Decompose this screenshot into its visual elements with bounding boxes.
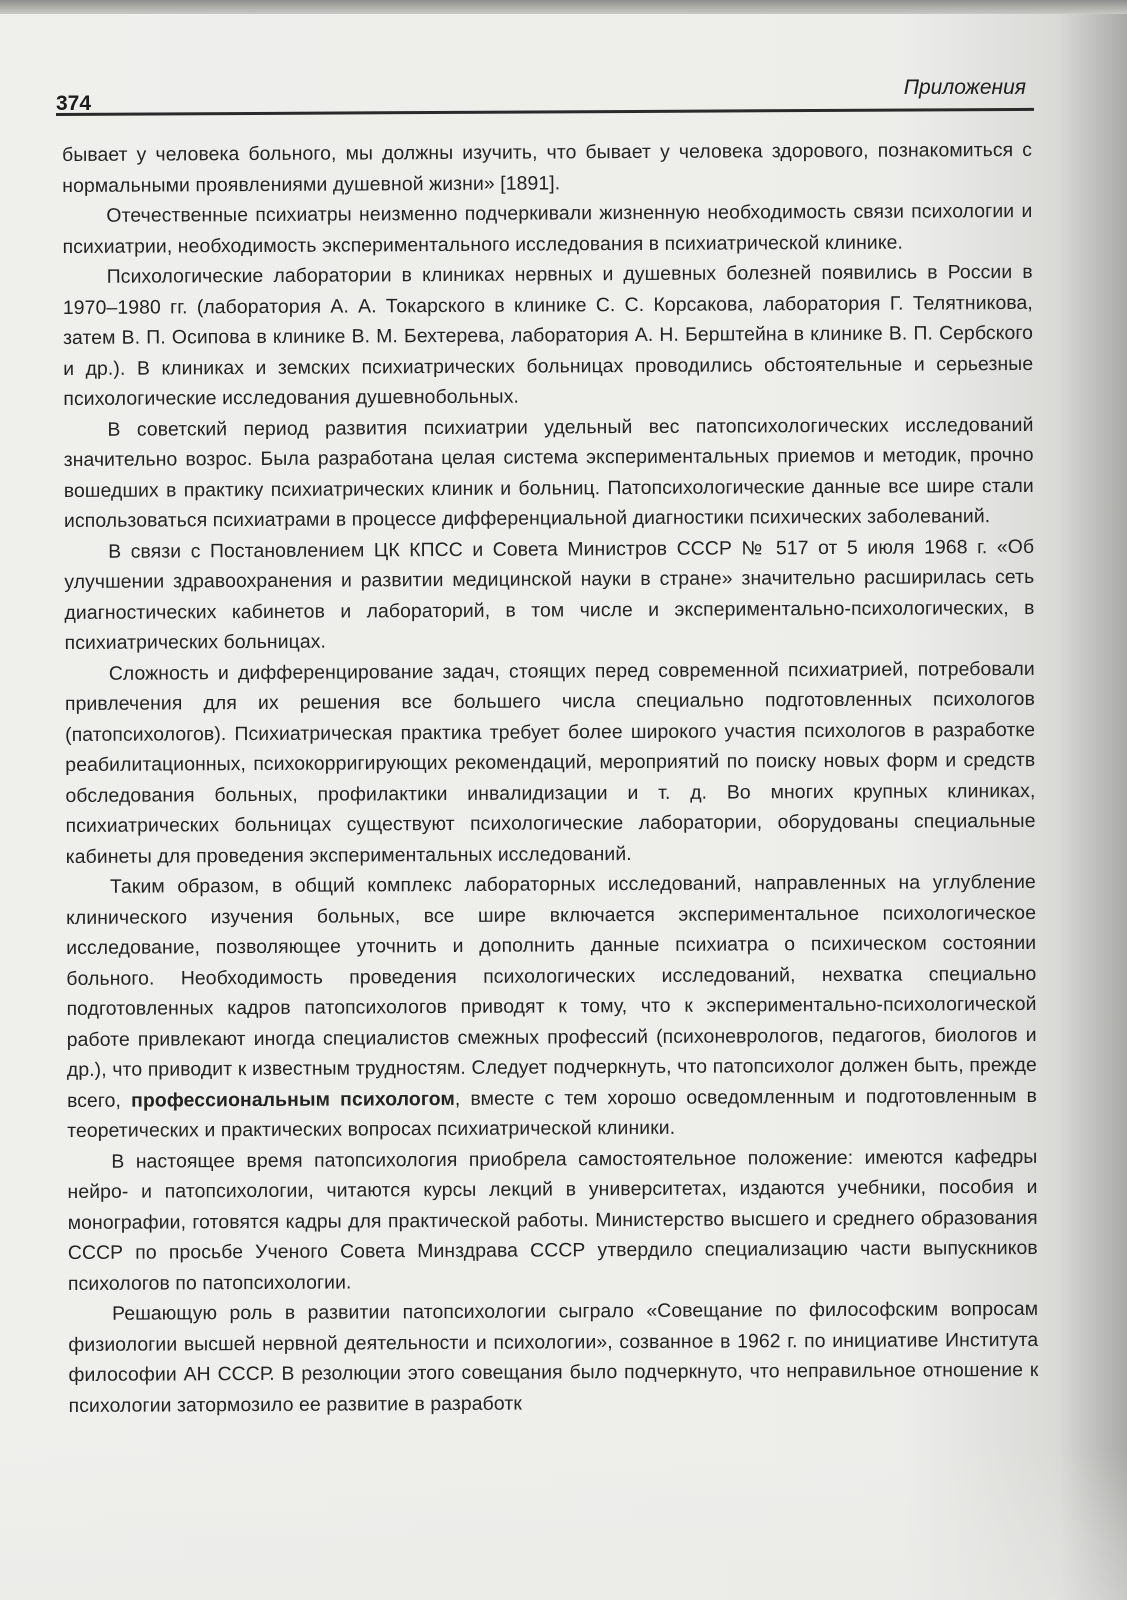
page-number: 374: [56, 92, 92, 115]
paragraph: Решающую роль в развитии патопсихологии сыграло «Совещание по философским вопросам физиологии высшей нервной деятельности и психологии», созванное в 1962 г. по инициативе Института философии АН СССР. В резолюции этого совещания было подчеркнуто, что неправильное отношение к психологии затормозило ее развитие в разработк: [68, 1297, 1039, 1417]
paragraph-text: , вместе с тем хорошо осведомленным и подготовленным в теоретических и практических вопросах психиатрической клиники.: [67, 1084, 1038, 1142]
running-head: Приложения: [903, 76, 1026, 99]
paragraph: Отечественные психиатры неизменно подчеркивали жизненную необходимость связи психологии и психиатрии, необходимость экспериментального исследования в психиатрической клинике.: [62, 199, 1033, 258]
paragraph-text: Таким образом, в общий комплекс лабораторных исследований, направленных на углубление клинического изучения больных, все шире включается экспериментальное психологическое исследование, позволяющее уточнить и дополнить данные психиатра о психическом состоянии больного. Необходимость проведения психологических исследований, нехватка специально подготовленных кадров патопсихологов приводят к тому, что к экспериментально-психологической работе привлекают иногда специалистов смежных профессий (психоневрологов, педагогов, биологов и др.), что приводит к известным трудностям. Следует подчеркнуть, что патопсихолог должен быть, прежде всего,: [66, 870, 1037, 1112]
paragraph: В связи с Постановлением ЦК КПСС и Совета Министров СССР № 517 от 5 июля 1968 г. «Об улучшении здравоохранения и развитии медицинской науки в стране» значительно расширилась сеть диагностических кабинетов и лабораторий, в том числе и экспериментально-психологических, в психиатрических больницах.: [64, 535, 1035, 654]
body-text: [62, 135, 1039, 1421]
page-top-edge: [0, 0, 1127, 14]
paragraph: Психологические лаборатории в клиниках нервных и душевных болезней появились в России в 1970–1980 гг. (лаборатория А. А. Токарского в клинике С. С. Корсакова, лаборатория Г. Телятникова, затем В. П. Осипова в клинике В. М. Бехтерева, лаборатория А. Н. Берштейна в клинике В. П. Сербского и др.). В клиниках и земских психиатрических больницах проводились обстоятельные и серьезные психологические исследования душевнобольных.: [62, 260, 1034, 410]
paragraph: В советский период развития психиатрии удельный вес патопсихологических исследований значительно возрос. Была разработана целая система экспериментальных приемов и методик, прочно вошедших в практику психиатрических клиник и больниц. Патопсихологические данные все шире стали использоваться психиатрами в процессе дифференциальной диагностики психических заболеваний.: [63, 413, 1034, 532]
paragraph: Сложность и дифференцирование задач, стоящих перед современной психиатрией, потребовали привлечения для их решения все большего числа специально подготовленных психологов (патопсихологов). Психиатрическая практика требует более широкого участия психологов в разработке реабилитационных, психокорригирующих рекомендаций, мероприятий по поиску новых форм и средств обследования больных, профилактики инвалидизации и т. д. Во многих крупных клиниках, психиатрических больницах существуют психологические лаборатории, оборудованы специальные кабинеты для проведения экспериментальных исследований.: [64, 657, 1036, 868]
emphasized-term: профессиональным психологом: [131, 1087, 455, 1112]
paragraph: В настоящее время патопсихология приобрела самостоятельное положение: имеются кафедры нейро- и патопсихологии, читаются курсы лекций в университетах, издаются учебники, пособия и монографии, готовятся кадры для практической работы. Министерство высшего и среднего образования СССР по просьбе Ученого Совета Минздрава СССР утвердило специализацию части выпускников психологов по патопсихологии.: [67, 1145, 1038, 1295]
paragraph: [66, 867, 1037, 1147]
scan-fade: [0, 1450, 1127, 1600]
paragraph: бывает у человека больного, мы должны изучить, что бывает у человека здорового, познакомиться с нормальными проявлениями душевной жизни» [1891].: [62, 138, 1033, 197]
